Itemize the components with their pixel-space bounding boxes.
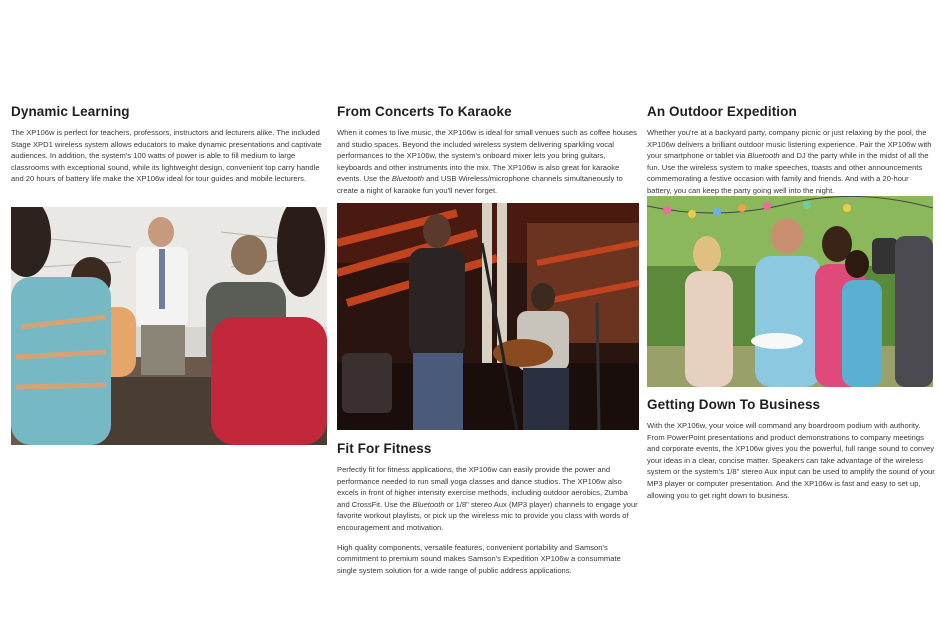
section-outdoor bbox=[647, 104, 935, 197]
section-body: When it comes to live music, the XP106w is ideal for small venues such as coffee houses and studio spaces. Beyond the included wireless system delivering sparkling vocal performances to the XP106w, the system's onboard mixer lets you bring guitars, keyboards and other instruments into the mix. The XP106w is also great for karaoke events. Use the Bluetooth and USB Wireless/microphone channels simultaneously to create a night of karaoke fun you'll never forget. bbox=[337, 128, 637, 195]
concert-photo bbox=[337, 203, 639, 430]
section-business bbox=[647, 397, 935, 501]
section-title: Fit For Fitness bbox=[337, 441, 432, 456]
section-body: Perfectly fit for fitness applications, the XP106w can easily provide the power and performance needed to run small yoga classes and dance studios. The XP106w also excels in front of higher intensity exercise methods, including outdoor aerobics, Zumba and CrossFit. Use the Bluetooth or 1/8" stereo Aux (MP3 player) channels to engage your favorite workout playlists, or pick up the wireless mic to provide you class with words of encouragement and motivation. bbox=[337, 465, 638, 532]
section-fitness bbox=[337, 441, 639, 576]
section-title: From Concerts To Karaoke bbox=[337, 104, 512, 119]
classroom-photo bbox=[11, 207, 327, 445]
section-concerts bbox=[337, 104, 637, 197]
section-body: Whether you're at a backyard party, company picnic or just relaxing by the pool, the XP106w delivers a brilliant outdoor music listening experience. Pair the XP106w with your smartphone or tablet via Bluetooth and DJ the party while in the midst of all the fun. Use the wireless system to make speeches, toasts and other announcements commemorating a festive occasion with family and friends. And with a 20-hour battery, you can keep the party going well into the night. bbox=[647, 128, 932, 195]
section-body: With the XP106w, your voice will command any boardroom podium with authority. From PowerPoint presentations and product demonstrations to company meetings and corporate events, the XP106w gives you the powerful, full range sound to convey your ideas in a clear, concise matter. Speakers can take advantage of the wireless system or the system's 1/8" stereo Aux input can be used to amplify the sound of your MP3 player or computer presentation. And the XP106w is fast and easy to set up, allowing you to get right down to business. bbox=[647, 421, 935, 500]
section-body-2: High quality components, versatile features, convenient portability and Samson's commitment to premium sound makes Samson's Expedition XP106w a consummate single system solution for a wide range of public address applications. bbox=[337, 542, 621, 575]
section-dynamic-learning bbox=[11, 104, 331, 185]
section-title: Getting Down To Business bbox=[647, 397, 821, 412]
outdoor-party-photo bbox=[647, 196, 933, 387]
section-title: An Outdoor Expedition bbox=[647, 104, 797, 119]
section-body: The XP106w is perfect for teachers, professors, instructors and lecturers alike. The included Stage XPD1 wireless system allows educators to make dynamic presentations and captivate audiences. In addition, the system's 100 watts of power is able to fill medium to large classrooms with exceptional sound, while its lightweight design, convenient top carry handle and 20 hours of battery life make the XP106w ideal for tour guides and mobile lecturers. bbox=[11, 128, 322, 184]
section-title: Dynamic Learning bbox=[11, 104, 130, 119]
